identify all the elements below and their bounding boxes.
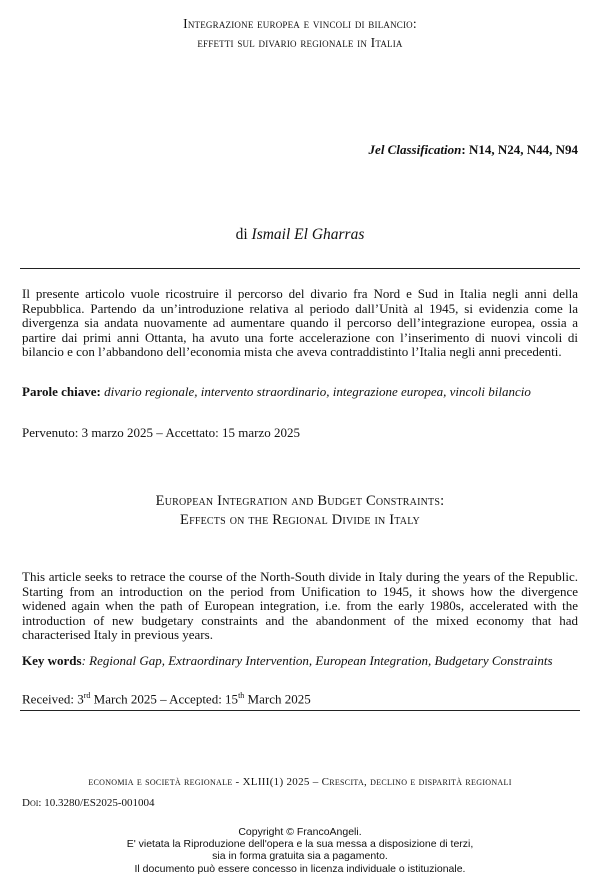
journal-footer: economia e società regionale - XLIII(1) 2025 – Crescita, declino e disparità regionali: [88, 776, 512, 788]
english-keywords-label: Key words: [22, 653, 82, 668]
english-dates: [22, 691, 311, 707]
copyright-line-2: E' vietata la Riproduzione dell'opera e la sua messa a disposizione di terzi,: [126, 838, 474, 851]
copyright-line-4: Il documento può essere concesso in licenza individuale o istituzionale.: [134, 862, 466, 875]
english-keywords-value: : Regional Gap, Extraordinary Intervention, European Integration, Budgetary Constraints: [81, 653, 553, 668]
author-name: Ismail El Gharras: [251, 226, 365, 243]
jel-classification: [369, 142, 578, 158]
accepted-suffix: March 2025: [244, 691, 311, 707]
italian-keywords: [22, 385, 578, 400]
italian-title-line-1: Integrazione europea e vincoli di bilancio:: [183, 16, 417, 31]
doi-label: Doi: [22, 797, 39, 809]
italian-dates: Pervenuto: 3 marzo 2025 – Accettato: 15 marzo 2025: [22, 425, 300, 440]
italian-keywords-label: Parole chiave:: [22, 384, 101, 399]
italian-title: [0, 14, 600, 52]
english-title: [0, 492, 600, 530]
copyright-line-3: sia in forma gratuita sia a pagamento.: [212, 850, 388, 863]
copyright-notice: [0, 826, 600, 875]
received-prefix: Received: 3: [22, 691, 84, 707]
italian-keywords-value: divario regionale, intervento straordinario, integrazione europea, vincoli bilancio: [100, 384, 531, 399]
accepted-sup: th: [238, 691, 245, 700]
doi-line: [22, 797, 155, 809]
copyright-line-1: Copyright © FrancoAngeli.: [238, 826, 362, 838]
divider-bottom: [20, 710, 580, 711]
doi-value: : 10.3280/ES2025-001004: [38, 797, 155, 809]
english-keywords: [22, 654, 578, 669]
english-title-line-2: Effects on the Regional Divide in Italy: [180, 512, 420, 528]
received-suffix: March 2025 – Accepted: 15: [90, 691, 239, 707]
divider-top: [20, 268, 580, 269]
english-title-line-1: European Integration and Budget Constraints:: [155, 493, 445, 509]
italian-abstract: Il presente articolo vuole ricostruire il percorso del divario fra Nord e Sud in Italia negli anni della Repubblica. Partendo da un’introduzione relativa al periodo dall’Unità al 1945, si evidenzia come la divergenza sia andata nuovamente ad aumentare quando il percorso dell’integrazione europea, ossia a partire dai primi anni Ottanta, ha avuto una forte accelerazione con l’inserimento di nuovi vincoli di bilancio e con l’abbandono dell’economia mista che aveva contraddistinto l’Italia negli anni precedenti.: [22, 286, 578, 360]
author-line: [0, 226, 600, 244]
jel-codes: : N14, N24, N44, N94: [461, 142, 578, 157]
italian-title-line-2: effetti sul divario regionale in Italia: [197, 35, 403, 50]
jel-label: Jel Classification: [368, 142, 462, 157]
english-abstract: This article seeks to retrace the course of the North-South divide in Italy during the years of the Republic. Starting from an introduction on the period from Unification to 1945, it shows how the divergence widened again when the path of European integration, i.e. from the early 1980s, accelerated with the introduction of new budgetary constraints and the abandonment of the mixed economy that had characterised Italy in previous years.: [22, 569, 578, 643]
author-prefix: di: [235, 226, 252, 243]
received-sup: rd: [83, 691, 91, 700]
